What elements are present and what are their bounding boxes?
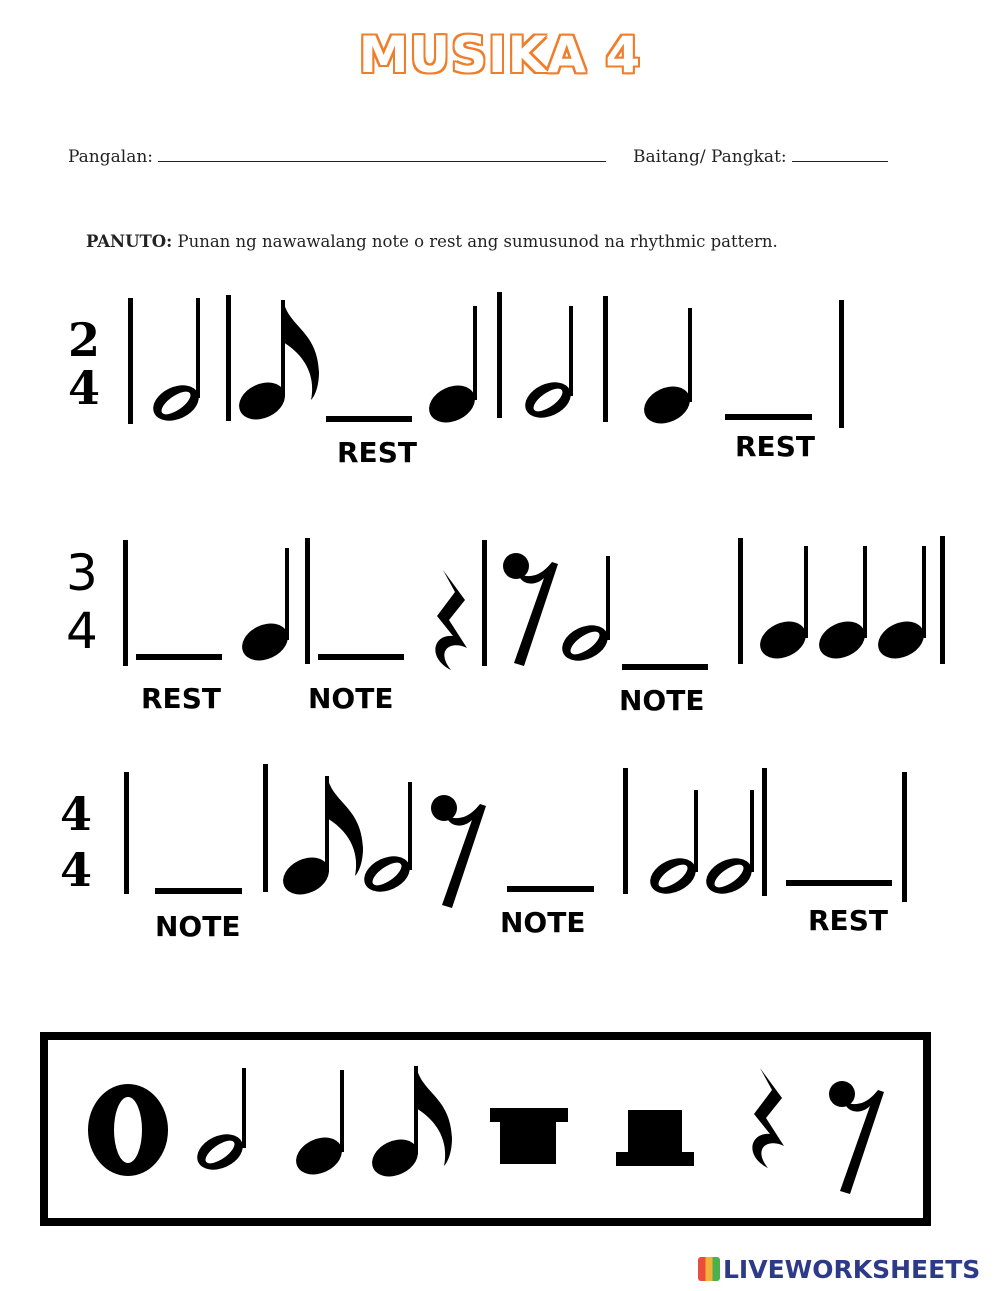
quarter-note bbox=[872, 546, 930, 666]
barline bbox=[226, 295, 231, 421]
barline bbox=[623, 768, 628, 894]
quarter-rest bbox=[435, 570, 467, 670]
answer-bank-frame bbox=[44, 1036, 927, 1222]
barline bbox=[603, 296, 608, 422]
half-note-icon[interactable] bbox=[191, 1068, 248, 1177]
barline bbox=[902, 772, 907, 902]
time-sig-bottom: 4 bbox=[60, 843, 93, 897]
eighth-note bbox=[233, 300, 319, 427]
time-sig-bottom: 4 bbox=[66, 602, 98, 660]
eighth-note-icon[interactable] bbox=[366, 1066, 452, 1184]
whole-rest-icon[interactable] bbox=[490, 1108, 568, 1164]
answer-blank[interactable] bbox=[318, 654, 404, 660]
blank-label: REST bbox=[141, 682, 221, 715]
barline bbox=[738, 538, 743, 664]
barline bbox=[482, 540, 487, 666]
answer-bank bbox=[44, 1036, 927, 1222]
brand-text: LIVEWORKSHEETS bbox=[723, 1255, 981, 1284]
whole-note-icon[interactable] bbox=[88, 1084, 168, 1176]
barline bbox=[123, 540, 128, 666]
barline bbox=[940, 536, 945, 664]
half-note bbox=[519, 306, 576, 425]
half-note bbox=[556, 556, 613, 668]
time-sig-top: 3 bbox=[66, 544, 98, 602]
time-sig-top: 4 bbox=[60, 787, 93, 841]
half-note bbox=[700, 790, 757, 901]
quarter-note bbox=[423, 306, 481, 430]
quarter-note bbox=[236, 548, 294, 668]
barline bbox=[263, 764, 268, 892]
blank-label: REST bbox=[735, 430, 815, 463]
answer-blank[interactable] bbox=[155, 888, 242, 894]
time-sig-bottom: 4 bbox=[68, 361, 101, 415]
blank-label: NOTE bbox=[308, 682, 394, 715]
eighth-rest bbox=[431, 795, 486, 908]
barline bbox=[762, 768, 767, 896]
answer-blank[interactable] bbox=[725, 414, 812, 420]
half-rest-icon[interactable] bbox=[616, 1110, 694, 1166]
blank-label: NOTE bbox=[619, 684, 705, 717]
barline bbox=[305, 538, 310, 664]
time-sig-top: 2 bbox=[68, 313, 101, 367]
blank-label: NOTE bbox=[500, 906, 586, 939]
eighth-rest bbox=[503, 553, 558, 666]
blank-label: REST bbox=[808, 904, 888, 937]
quarter-rest-icon[interactable] bbox=[752, 1068, 784, 1168]
answer-blank[interactable] bbox=[507, 886, 594, 892]
eighth-note bbox=[277, 776, 363, 902]
barline bbox=[839, 300, 844, 428]
quarter-note bbox=[813, 546, 871, 666]
instructions-prefix: PANUTO: bbox=[86, 232, 173, 251]
answer-blank[interactable] bbox=[786, 880, 892, 886]
half-note bbox=[644, 790, 701, 901]
grade-label: Baitang/ Pangkat: bbox=[633, 147, 787, 167]
answer-blank[interactable] bbox=[136, 654, 222, 660]
brand-icon bbox=[698, 1257, 720, 1281]
blank-label: NOTE bbox=[155, 910, 241, 943]
worksheet-title: MUSIKA 4 bbox=[358, 26, 642, 84]
barline bbox=[128, 298, 133, 424]
instructions-text: Punan ng nawawalang note o rest ang sumusunod na rhythmic pattern. bbox=[177, 232, 778, 251]
row-1 bbox=[68, 292, 844, 469]
barline bbox=[124, 772, 129, 894]
name-label: Pangalan: bbox=[68, 147, 154, 167]
quarter-note bbox=[754, 546, 812, 666]
answer-blank[interactable] bbox=[326, 416, 412, 422]
row-2 bbox=[66, 536, 945, 717]
row-3 bbox=[60, 764, 907, 943]
quarter-note-icon[interactable] bbox=[290, 1070, 348, 1182]
quarter-note bbox=[638, 308, 696, 431]
barline bbox=[497, 292, 502, 418]
eighth-rest-icon[interactable] bbox=[829, 1081, 884, 1194]
liveworksheets-logo[interactable] bbox=[698, 1255, 980, 1284]
answer-blank[interactable] bbox=[622, 664, 708, 670]
half-note bbox=[358, 782, 415, 899]
half-note bbox=[147, 298, 204, 428]
blank-label: REST bbox=[337, 436, 417, 469]
